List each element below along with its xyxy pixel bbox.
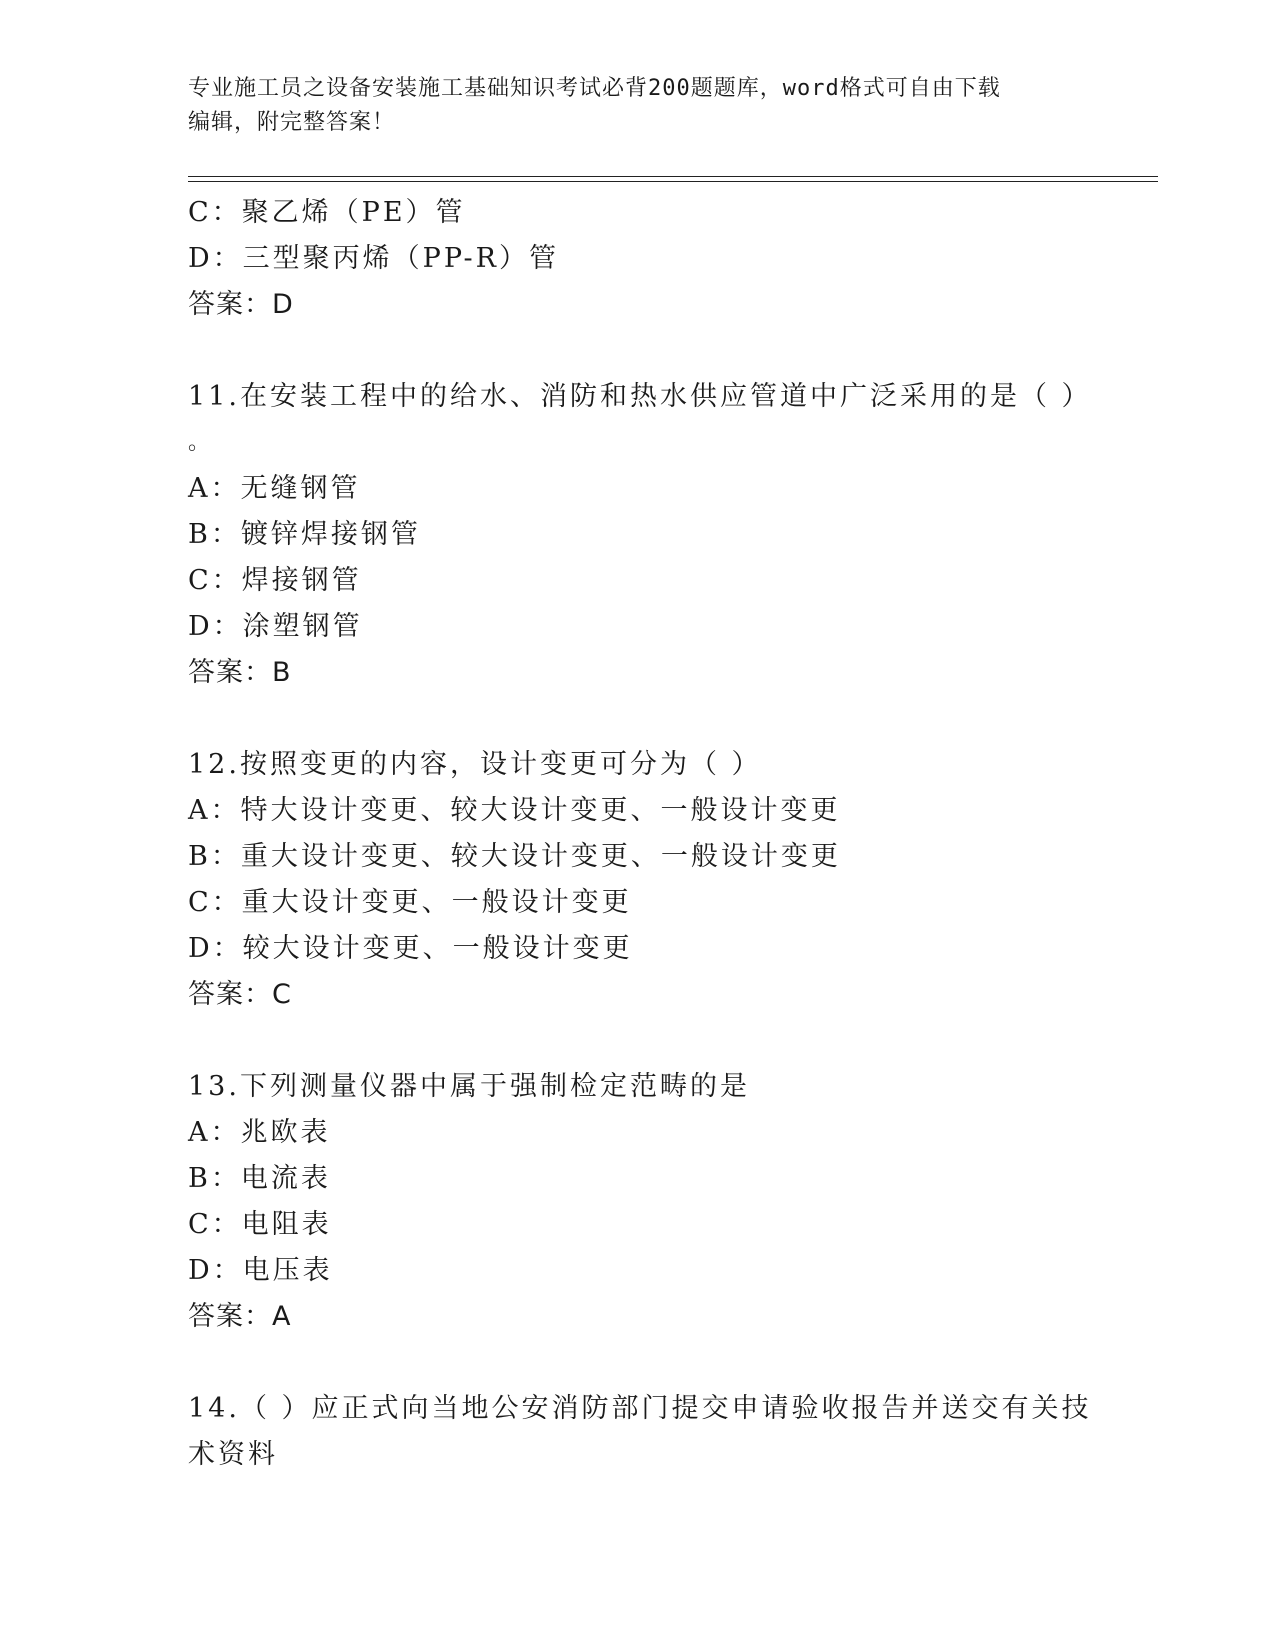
option-d: D：较大设计变更、一般设计变更 bbox=[188, 933, 633, 964]
header-divider-top bbox=[188, 176, 1158, 177]
spacer bbox=[188, 328, 1088, 374]
question-stem-continued: 术资料 bbox=[188, 1439, 278, 1470]
option-d: D：电压表 bbox=[188, 1255, 333, 1286]
header-line-1: 专业施工员之设备安装施工基础知识考试必背200题题库，word格式可自由下载 bbox=[188, 76, 1001, 101]
option-c: C：焊接钢管 bbox=[188, 565, 362, 596]
answer: 答案：A bbox=[188, 1301, 292, 1332]
question-11 bbox=[188, 374, 1092, 696]
answer: 答案：B bbox=[188, 657, 292, 688]
option-a: A：兆欧表 bbox=[188, 1117, 331, 1148]
option-b: B：镀锌焊接钢管 bbox=[188, 519, 421, 550]
question-13 bbox=[188, 1064, 1088, 1340]
document-header bbox=[188, 72, 1088, 140]
option-c: C：重大设计变更、一般设计变更 bbox=[188, 887, 632, 918]
option-b: B：电流表 bbox=[188, 1163, 331, 1194]
header-line-2: 编辑，附完整答案！ bbox=[188, 110, 396, 135]
spacer bbox=[188, 1340, 1088, 1386]
spacer bbox=[188, 1018, 1088, 1064]
option-c: C：电阻表 bbox=[188, 1209, 332, 1240]
header-divider-bottom bbox=[188, 181, 1158, 182]
question-stem: 12.按照变更的内容，设计变更可分为（ ） bbox=[188, 749, 762, 780]
question-12 bbox=[188, 742, 1088, 1018]
option-b: B：重大设计变更、较大设计变更、一般设计变更 bbox=[188, 841, 841, 872]
spacer bbox=[188, 696, 1088, 742]
question-14 bbox=[188, 1386, 1092, 1478]
question-list bbox=[188, 190, 1092, 1478]
option-c: C：聚乙烯（PE）管 bbox=[188, 197, 466, 228]
question-stem: 13.下列测量仪器中属于强制检定范畴的是 bbox=[188, 1071, 750, 1102]
question-stem-continued: 。 bbox=[188, 430, 214, 455]
answer: 答案：C bbox=[188, 979, 292, 1010]
option-a: A：无缝钢管 bbox=[188, 473, 361, 504]
question-stem: 11.在安装工程中的给水、消防和热水供应管道中广泛采用的是（ ） bbox=[188, 381, 1092, 412]
option-d: D：三型聚丙烯（PP-R）管 bbox=[188, 243, 559, 274]
question-10-tail bbox=[188, 190, 1088, 328]
option-a: A：特大设计变更、较大设计变更、一般设计变更 bbox=[188, 795, 841, 826]
answer: 答案：D bbox=[188, 289, 294, 320]
option-d: D：涂塑钢管 bbox=[188, 611, 363, 642]
question-stem: 14.（ ）应正式向当地公安消防部门提交申请验收报告并送交有关技 bbox=[188, 1393, 1092, 1424]
